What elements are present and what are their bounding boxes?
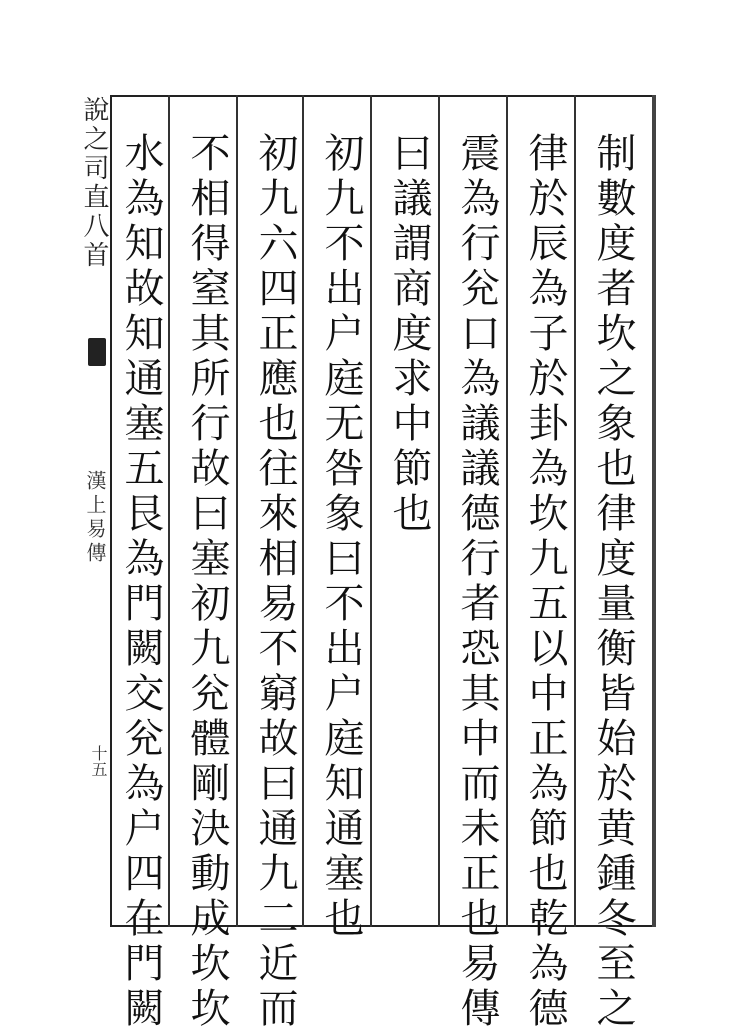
text-column-7: 不相得窒其所行故曰塞初九兊體剛決動成坎坎 (184, 132, 230, 1032)
text-column-4: 曰議謂商度求中節也 (386, 132, 432, 537)
text-column-8: 水為知故知通塞五艮為門闕交兊為户四在門闕 (118, 132, 164, 1032)
column-rule (370, 95, 372, 927)
page-spine (652, 95, 656, 927)
column-rule (438, 95, 440, 927)
page-number: 十五 (89, 745, 108, 777)
text-column-3: 震為行兊口為議議德行者恐其中而未正也易傳 (454, 132, 500, 1032)
text-column-6: 初九六四正應也往來相易不窮故曰通九二近而 (252, 132, 298, 1032)
text-column-5: 初九不出户庭无咎象曰不出户庭知通塞也 (318, 132, 364, 942)
column-rule (574, 95, 576, 927)
margin-title: 說之司直八首 (79, 96, 109, 270)
fishtail-mark (88, 338, 106, 366)
text-column-1: 制數度者坎之象也律度量衡皆始於黄鍾冬至之 (590, 132, 636, 1032)
margin-book-title: 漢上易傳 (83, 470, 107, 566)
text-column-2: 律於辰為子於卦為坎九五以中正為節也乾為德 (522, 132, 568, 1032)
column-rule (236, 95, 238, 927)
column-rule (506, 95, 508, 927)
